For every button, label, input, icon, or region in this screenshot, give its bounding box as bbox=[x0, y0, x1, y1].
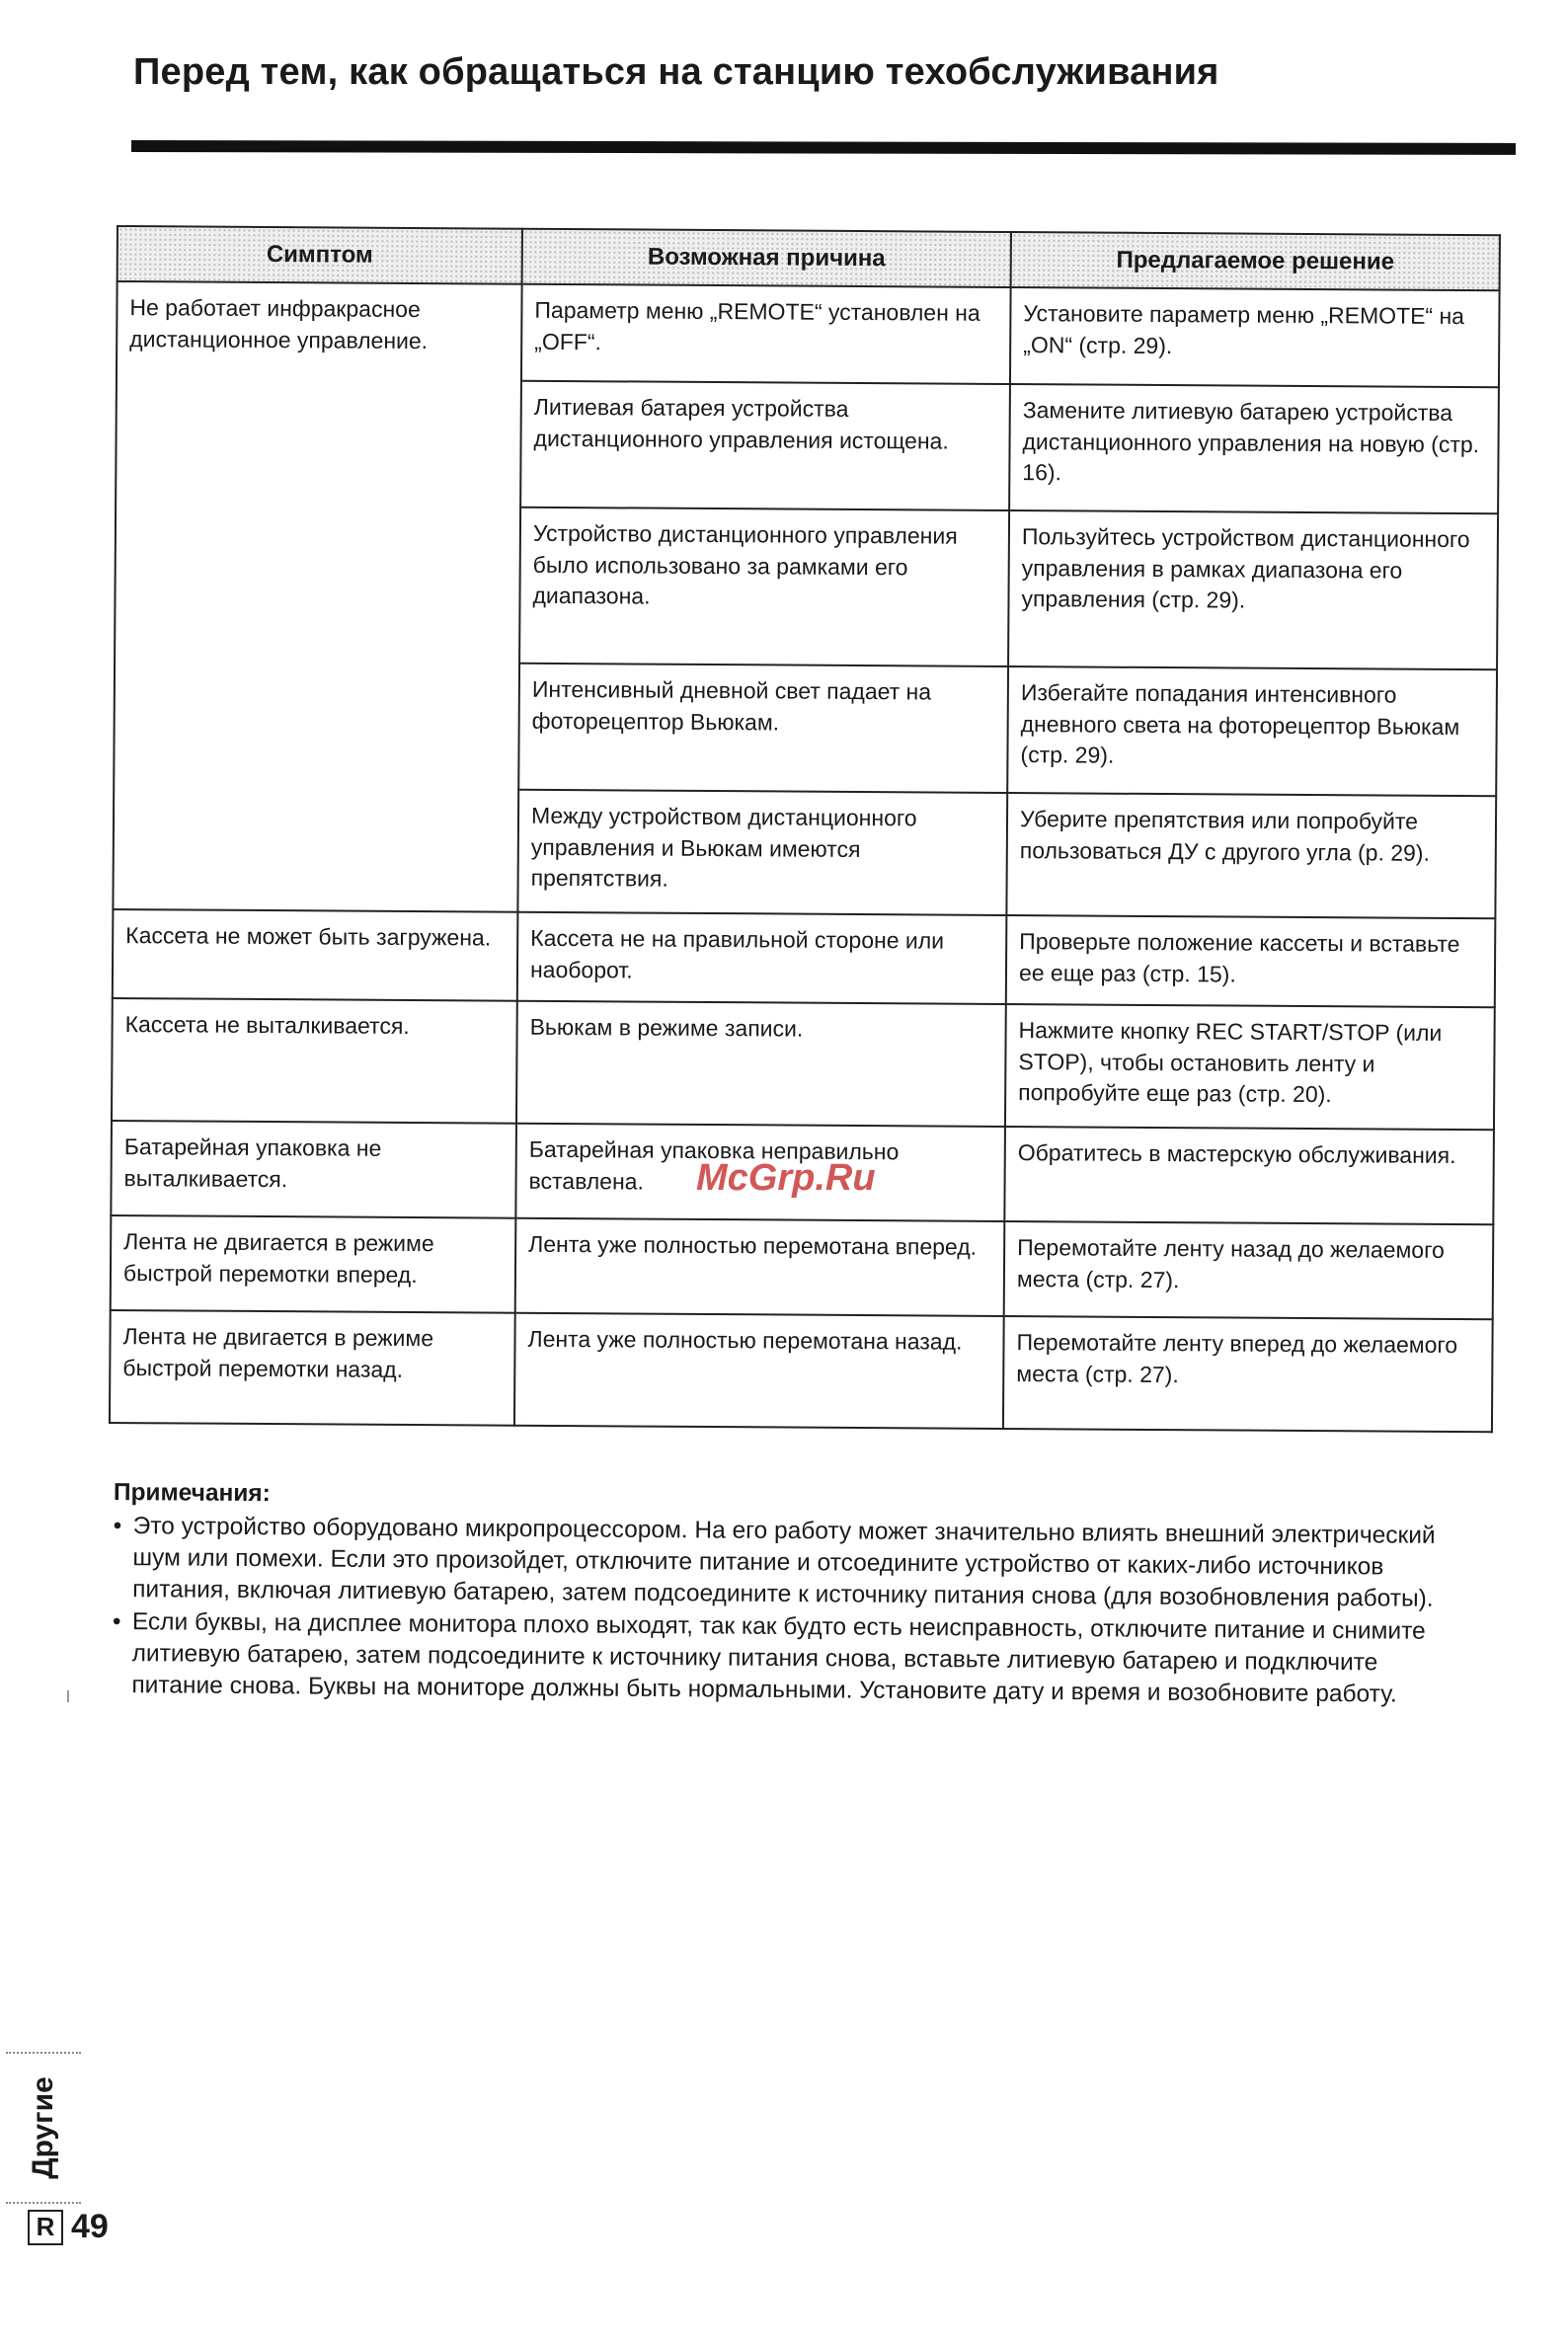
solution-cell: Установите параметр меню „REMOTE“ на „ON“ (стр. 29). bbox=[1010, 287, 1500, 387]
solution-cell: Уберите препятствия или попробуйте пользоваться ДУ с другого угла (р. 29). bbox=[1006, 793, 1496, 918]
cause-cell: Устройство дистанционного управления было использовано за рамками его диапазона. bbox=[519, 508, 1009, 666]
region-mark: R bbox=[28, 2210, 63, 2245]
cause-cell: Интенсивный дневной свет падает на фоторецептор Вьюкам. bbox=[518, 664, 1008, 793]
table-header-row bbox=[118, 226, 1500, 290]
section-label: Другие bbox=[27, 2076, 59, 2179]
symptom-cell: Батарейная упаковка не выталкивается. bbox=[111, 1121, 516, 1218]
symptom-cell: Лента не двигается в режиме быстрой перемотки назад. bbox=[110, 1310, 515, 1426]
cause-cell: Вьюкам в режиме записи. bbox=[516, 1001, 1006, 1127]
table-row bbox=[110, 1310, 1493, 1432]
solution-cell: Замените литиевую батарею устройства дистанционного управления на новую (стр. 16). bbox=[1009, 384, 1499, 513]
cause-cell: Между устройством дистанционного управления и Вьюкам имеются препятствия. bbox=[517, 790, 1007, 915]
bullet-icon: • bbox=[113, 1512, 122, 1539]
page-title: Перед тем, как обращаться на станцию техобслуживания bbox=[133, 51, 1219, 93]
page-footer bbox=[28, 2208, 109, 2246]
cause-cell: Параметр меню „REMOTE“ установлен на „OFF“. bbox=[521, 284, 1011, 384]
solution-cell: Обратитесь в мастерскую обслуживания. bbox=[1004, 1127, 1494, 1224]
table-row bbox=[112, 998, 1495, 1130]
note-item bbox=[112, 1606, 1475, 1711]
note-text: Если буквы, на дисплее монитора плохо выходят, так как будто есть неисправность, отключите питание и снимите литиевую батарею, затем подсоедините к источнику питания снова, вставьте литиевую батарею и подключите питание снова. Буквы на мониторе должны быть нормальными. Установите дату и время и возобновите работу. bbox=[131, 1608, 1426, 1708]
solution-cell: Проверьте положение кассеты и вставьте ее еще раз (стр. 15). bbox=[1006, 915, 1496, 1007]
column-header-cause: Возможная причина bbox=[522, 229, 1011, 287]
cause-cell: Кассета не на правильной стороне или наоборот. bbox=[517, 912, 1007, 1004]
section-side-tab bbox=[6, 2052, 81, 2204]
cause-cell: Лента уже полностью перемотана вперед. bbox=[515, 1218, 1005, 1316]
symptom-cell: Кассета не может быть загружена. bbox=[113, 909, 518, 1001]
cause-cell: Лента уже полностью перемотана назад. bbox=[514, 1313, 1004, 1429]
table-row bbox=[111, 1215, 1494, 1319]
note-text: Это устройство оборудовано микропроцессором. На его работу может значительно влиять внешний электрический шум или помехи. Если это произойдет, отключите питание и отсоедините устройство от каких-либо источников питания, включая литиевую батарею, затем подсоедините к источнику питания снова (для возобновления работы). bbox=[132, 1512, 1436, 1612]
column-header-symptom: Симптом bbox=[118, 226, 522, 284]
note-item bbox=[113, 1511, 1476, 1615]
symptom-cell: Не работает инфракрасное дистанционное управление. bbox=[113, 281, 521, 912]
symptom-cell: Кассета не выталкивается. bbox=[112, 998, 517, 1124]
notes-title: Примечания: bbox=[113, 1479, 271, 1508]
solution-cell: Перемотайте ленту назад до желаемого места (стр. 27). bbox=[1004, 1221, 1494, 1319]
solution-cell: Нажмите кнопку REC START/STOP (или STOP), чтобы остановить ленту и попробуйте еще раз (стр. 20). bbox=[1005, 1004, 1495, 1130]
margin-mark bbox=[67, 1690, 69, 1702]
troubleshooting-table bbox=[109, 225, 1501, 1433]
symptom-cell: Лента не двигается в режиме быстрой перемотки вперед. bbox=[111, 1215, 516, 1313]
solution-cell: Избегайте попадания интенсивного дневного света на фоторецептор Вьюкам (стр. 29). bbox=[1007, 666, 1497, 796]
table-row bbox=[117, 281, 1500, 387]
column-header-solution: Предлагаемое решение bbox=[1011, 232, 1500, 290]
table-row bbox=[113, 909, 1496, 1007]
cause-cell: Батарейная упаковка неправильно вставлена. bbox=[515, 1124, 1005, 1221]
solution-cell: Пользуйтесь устройством дистанционного управления в рамках диапазона его управления (стр. 29). bbox=[1008, 510, 1498, 669]
cause-cell: Литиевая батарея устройства дистанционного управления истощена. bbox=[520, 381, 1010, 510]
page-number: 49 bbox=[71, 2208, 109, 2245]
bullet-icon: • bbox=[112, 1608, 121, 1636]
notes-section bbox=[112, 1477, 1476, 1713]
title-rule bbox=[131, 140, 1516, 155]
watermark: McGrp.Ru bbox=[696, 1157, 876, 1199]
troubleshooting-table-wrapper bbox=[109, 225, 1499, 1433]
solution-cell: Перемотайте ленту вперед до желаемого места (стр. 27). bbox=[1003, 1316, 1493, 1432]
